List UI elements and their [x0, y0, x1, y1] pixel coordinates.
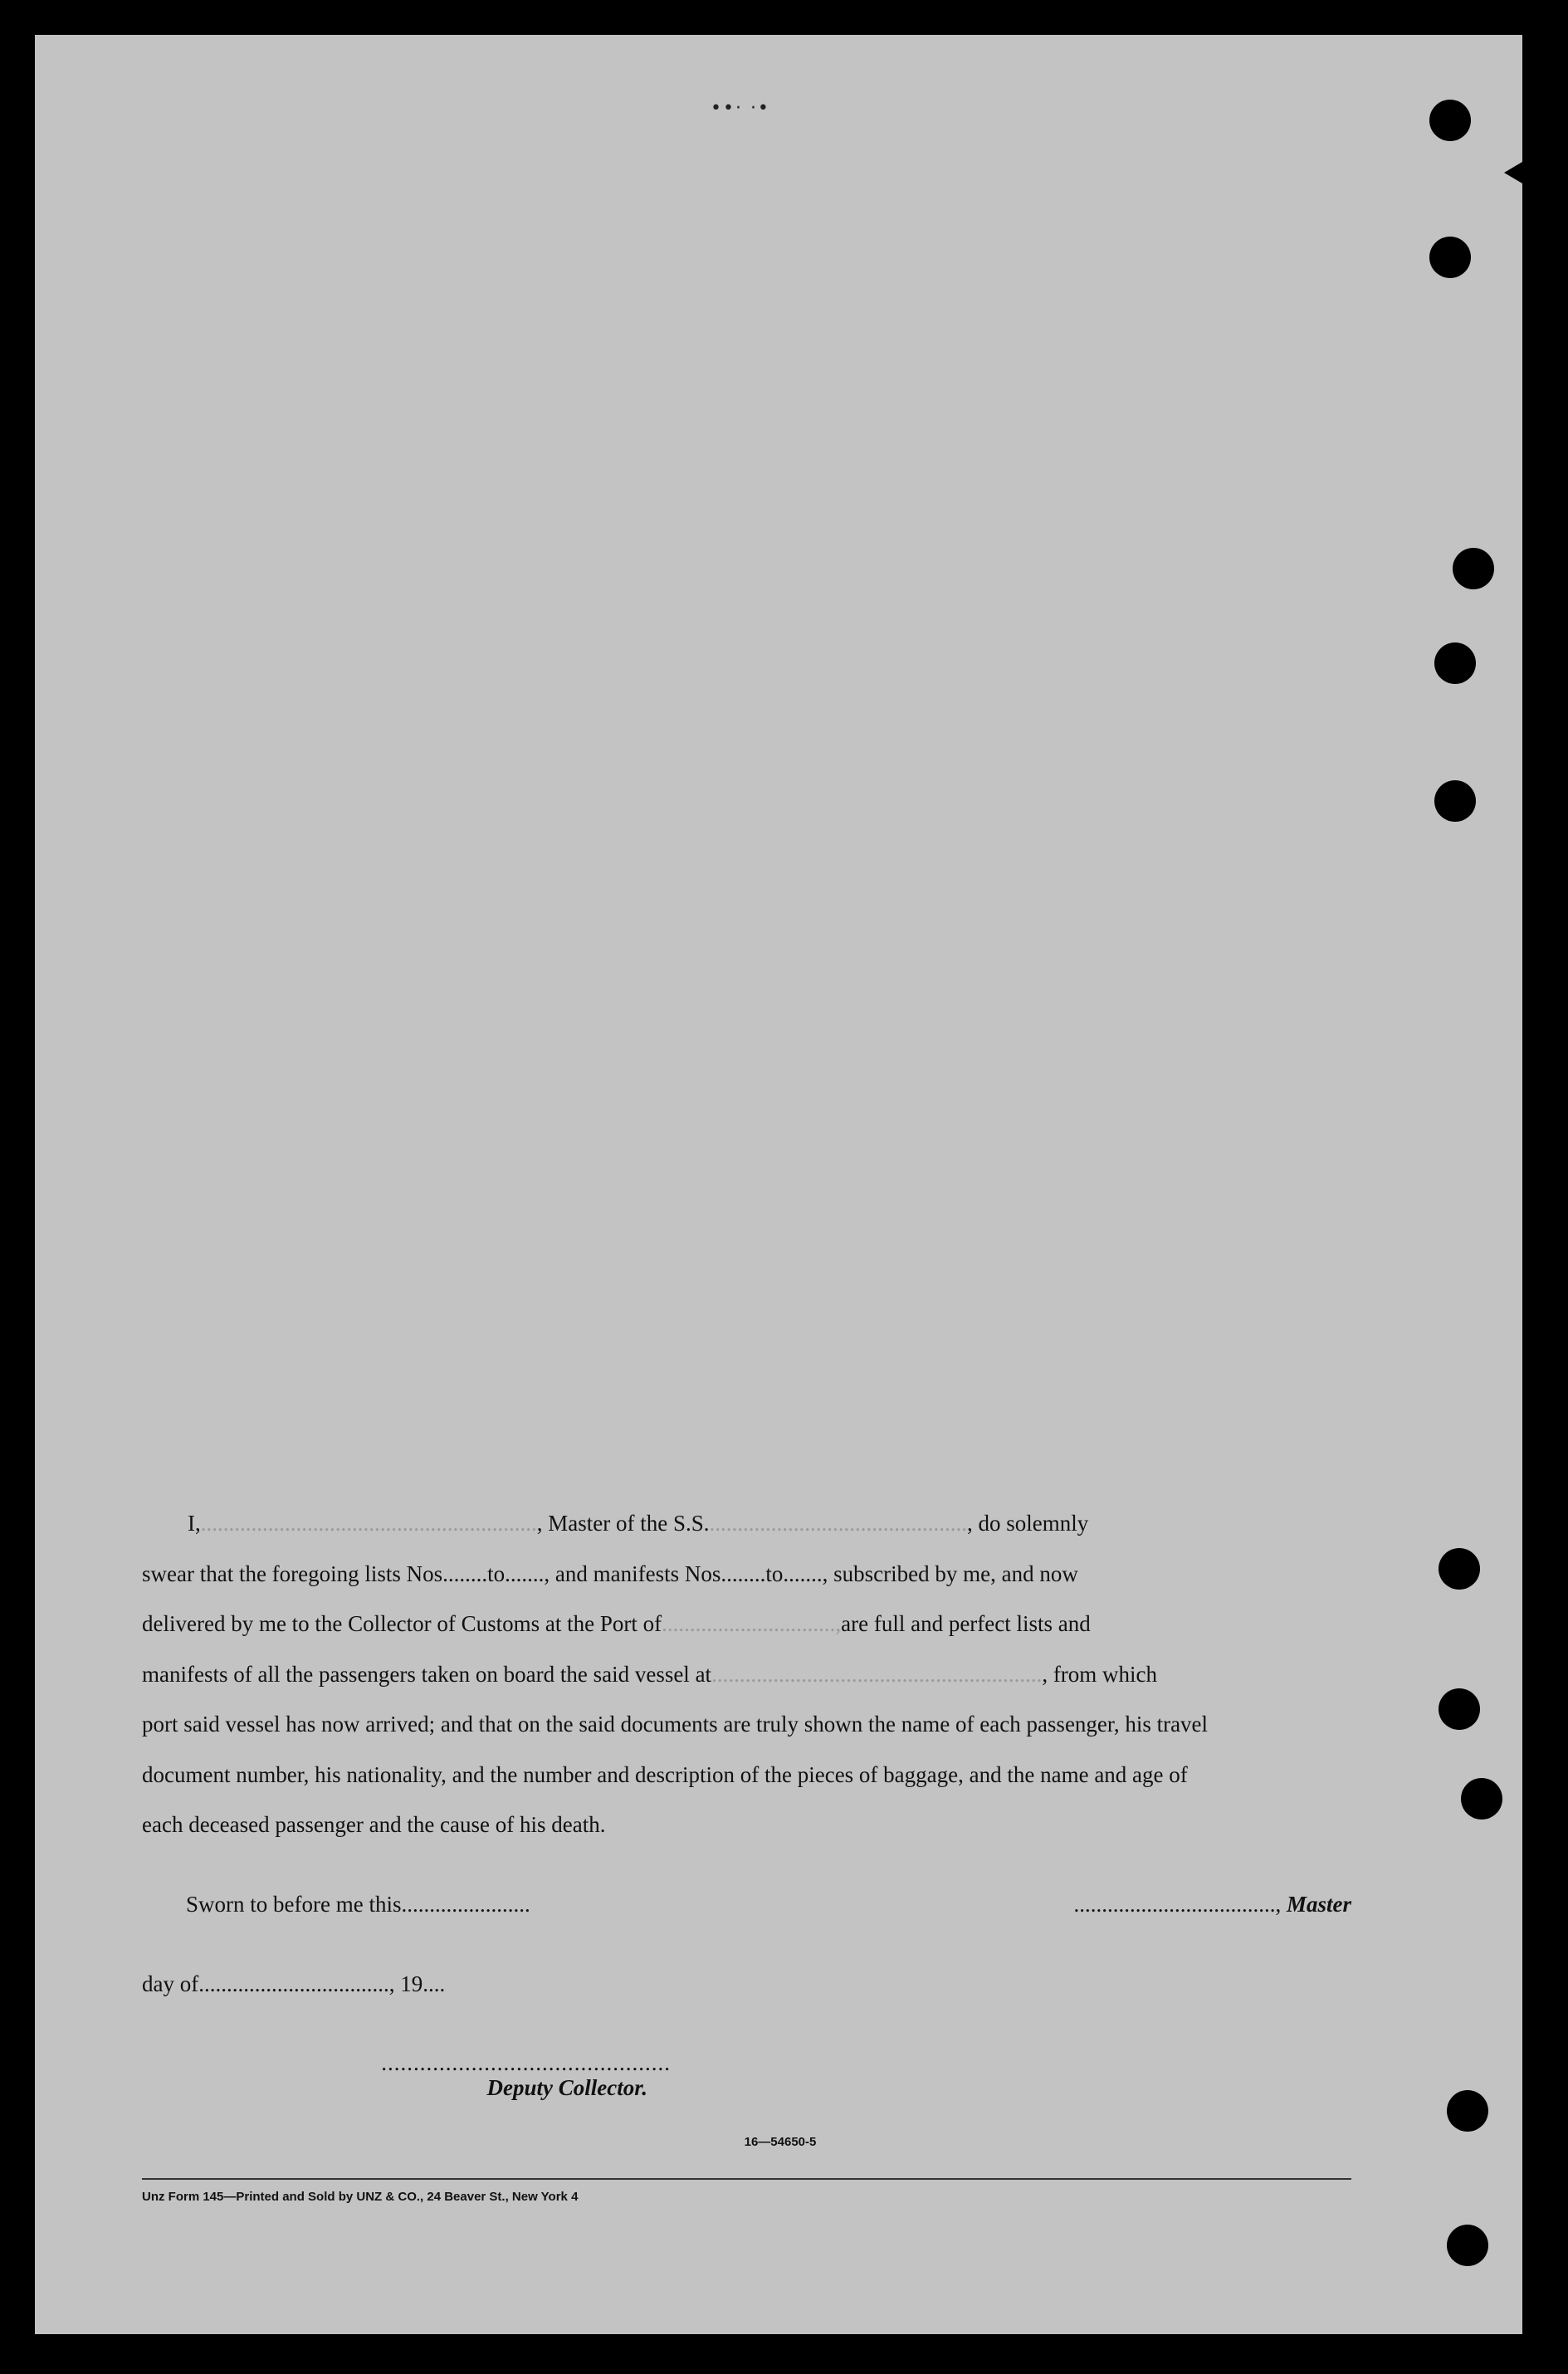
oath-text: , Master of the S.S.: [536, 1511, 710, 1536]
oath-text: are full and perfect lists and: [841, 1611, 1091, 1636]
punch-hole: [1439, 1688, 1480, 1730]
master-name-field: ............................................................: [200, 1511, 537, 1536]
punch-hole: [1429, 237, 1471, 278]
ship-name-field: ..............................................: [709, 1511, 967, 1536]
master-signature-line: [872, 1892, 1351, 1917]
oath-line-3: [142, 1599, 1350, 1649]
oath-line-7: each deceased passenger and the cause of his death.: [142, 1812, 606, 1837]
oath-text: , from which: [1042, 1661, 1158, 1687]
punch-hole: [1434, 642, 1476, 684]
oath-line-5: port said vessel has now arrived; and that on the said documents are truly shown the name of each passenger, his travel: [142, 1712, 1209, 1737]
punch-hole: [1447, 2090, 1488, 2132]
oath-line-1: [142, 1498, 1350, 1549]
deputy-collector-label: Deputy Collector.: [486, 2075, 647, 2100]
oath-paragraph: [142, 1498, 1350, 1850]
master-label: Master: [1286, 1892, 1351, 1917]
form-number: 16—54650-5: [744, 2135, 817, 2149]
deputy-signature-dots: .............................................: [381, 2050, 671, 2075]
oath-line-2: swear that the foregoing lists Nos........to......., and manifests Nos........to......., subscribed by me, and now: [142, 1561, 1078, 1586]
oath-text: delivered by me to the Collector of Customs at the Port of: [142, 1611, 662, 1636]
punch-hole: [1447, 2225, 1488, 2266]
punch-hole: [1434, 780, 1476, 822]
master-signature-dots: ....................................,: [1073, 1892, 1287, 1917]
top-mark: ••· ·•: [711, 98, 770, 119]
oath-line-6: document number, his nationality, and the number and description of the pieces of baggage, and the name and age of: [142, 1761, 1188, 1787]
punch-hole: [1429, 100, 1471, 141]
printer-footer: Unz Form 145—Printed and Sold by UNZ & CO., 24 Beaver St., New York 4: [142, 2190, 579, 2204]
departure-port-field: ...........................................................: [711, 1661, 1043, 1687]
footer-divider: [142, 2178, 1351, 2180]
oath-text: , do solemnly: [966, 1511, 1089, 1536]
punch-hole: [1461, 1778, 1502, 1820]
day-line: day of.................................., 19....: [142, 1971, 446, 1996]
oath-line-4: [142, 1649, 1350, 1700]
punch-hole: [1439, 1548, 1480, 1590]
page-notch: [1504, 162, 1522, 183]
punch-hole: [1453, 548, 1494, 589]
sworn-line: Sworn to before me this.......................: [186, 1892, 530, 1917]
oath-text: manifests of all the passengers taken on board the said vessel at: [142, 1661, 712, 1687]
oath-text: I,: [188, 1511, 201, 1536]
port-field: ...............................,: [662, 1611, 842, 1636]
